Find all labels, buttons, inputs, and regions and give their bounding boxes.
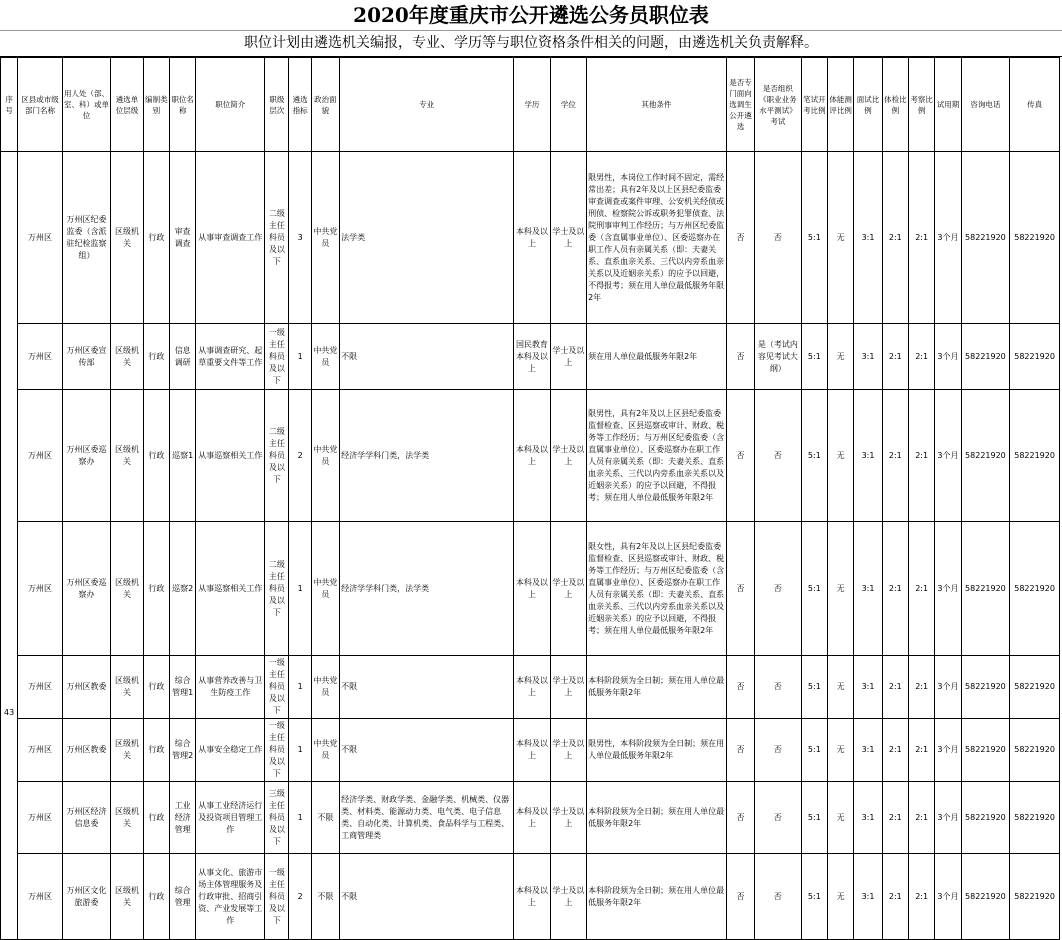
- intro-cell: 从事营养改善与卫生防疫工作: [196, 656, 265, 719]
- interview-ratio-cell: 3:1: [854, 854, 882, 940]
- phone-cell: 58221920: [961, 656, 1010, 719]
- table-row: [1, 656, 1060, 719]
- targeted-cell: 否: [726, 719, 754, 782]
- probation-cell: 3个月: [935, 390, 961, 522]
- test-cell: 否: [755, 782, 802, 854]
- unit-cell: 万州区委巡察办: [62, 390, 111, 522]
- intro-cell: 从事安全稳定工作: [196, 719, 265, 782]
- major-cell: 不限: [340, 656, 514, 719]
- phone-cell: 58221920: [961, 782, 1010, 854]
- level-cell: 区级机关: [111, 782, 143, 854]
- unit-cell: 万州区委宣传部: [62, 324, 111, 390]
- positions-table: [0, 57, 1060, 940]
- position-cell: 巡察2: [170, 522, 196, 656]
- other-conditions-cell: 须在用人单位最低服务年限2年: [587, 324, 727, 390]
- fitness-cell: 无: [828, 390, 854, 522]
- unit-cell: 万州区经济信息委: [62, 782, 111, 854]
- education-cell: 本科及以上: [514, 152, 550, 324]
- written-ratio-cell: 5:1: [801, 152, 827, 324]
- intro-cell: 从事工业经济运行及投资项目管理工作: [196, 782, 265, 854]
- political-cell: 中共党员: [311, 390, 339, 522]
- level-cell: 区级机关: [111, 152, 143, 324]
- degree-cell: 学士及以上: [550, 782, 586, 854]
- phone-cell: 58221920: [961, 854, 1010, 940]
- unit-cell: 万州区教委: [62, 719, 111, 782]
- header-cell: 遴选指标: [289, 58, 311, 152]
- degree-cell: 学士及以上: [550, 324, 586, 390]
- inspect-ratio-cell: 2:1: [908, 152, 934, 324]
- position-cell: 综合管理: [170, 854, 196, 940]
- header-cell: 咨询电话: [961, 58, 1010, 152]
- header-cell: 体能测评比例: [828, 58, 854, 152]
- degree-cell: 学士及以上: [550, 390, 586, 522]
- targeted-cell: 否: [726, 782, 754, 854]
- fitness-cell: 无: [828, 854, 854, 940]
- inspect-ratio-cell: 2:1: [908, 719, 934, 782]
- inspect-ratio-cell: 2:1: [908, 324, 934, 390]
- position-cell: 综合管理2: [170, 719, 196, 782]
- sequence-number-cell: 43: [1, 152, 18, 940]
- header-cell: 面试比例: [854, 58, 882, 152]
- written-ratio-cell: 5:1: [801, 854, 827, 940]
- education-cell: 本科及以上: [514, 522, 550, 656]
- degree-cell: 学士及以上: [550, 656, 586, 719]
- fax-cell: 58221920: [1010, 390, 1060, 522]
- level-cell: 区级机关: [111, 854, 143, 940]
- category-cell: 行政: [143, 324, 169, 390]
- header-cell: 学位: [550, 58, 586, 152]
- fitness-cell: 无: [828, 152, 854, 324]
- education-cell: 本科及以上: [514, 782, 550, 854]
- district-cell: 万州区: [18, 782, 63, 854]
- targeted-cell: 否: [726, 522, 754, 656]
- political-cell: 不限: [311, 854, 339, 940]
- degree-cell: 学士及以上: [550, 522, 586, 656]
- major-cell: 经济学学科门类，法学类: [340, 390, 514, 522]
- test-cell: 否: [755, 522, 802, 656]
- test-cell: 否: [755, 854, 802, 940]
- district-cell: 万州区: [18, 390, 63, 522]
- table-row: [1, 719, 1060, 782]
- political-cell: 中共党员: [311, 324, 339, 390]
- position-cell: 综合管理1: [170, 656, 196, 719]
- quota-cell: 2: [289, 854, 311, 940]
- level-cell: 区级机关: [111, 324, 143, 390]
- fax-cell: 58221920: [1010, 522, 1060, 656]
- quota-cell: 1: [289, 656, 311, 719]
- header-cell: 学历: [514, 58, 550, 152]
- inspect-ratio-cell: 2:1: [908, 656, 934, 719]
- header-cell: 遴选单位层级: [111, 58, 143, 152]
- quota-cell: 3: [289, 152, 311, 324]
- position-cell: 巡察1: [170, 390, 196, 522]
- district-cell: 万州区: [18, 854, 63, 940]
- intro-cell: 从事审查调查工作: [196, 152, 265, 324]
- major-cell: 不限: [340, 324, 514, 390]
- probation-cell: 3个月: [935, 719, 961, 782]
- rank-cell: 一级主任科员及以下: [265, 324, 289, 390]
- interview-ratio-cell: 3:1: [854, 152, 882, 324]
- intro-cell: 从事调查研究、起草重要文件等工作: [196, 324, 265, 390]
- degree-cell: 学士及以上: [550, 719, 586, 782]
- inspect-ratio-cell: 2:1: [908, 854, 934, 940]
- test-cell: 否: [755, 656, 802, 719]
- header-row: [1, 58, 1060, 152]
- probation-cell: 3个月: [935, 152, 961, 324]
- major-cell: 不限: [340, 719, 514, 782]
- header-cell: 编制类别: [143, 58, 169, 152]
- written-ratio-cell: 5:1: [801, 719, 827, 782]
- header-cell: 专业: [340, 58, 514, 152]
- education-cell: 本科及以上: [514, 854, 550, 940]
- probation-cell: 3个月: [935, 656, 961, 719]
- fitness-cell: 无: [828, 782, 854, 854]
- district-cell: 万州区: [18, 324, 63, 390]
- table-row: [1, 152, 1060, 324]
- quota-cell: 1: [289, 719, 311, 782]
- interview-ratio-cell: 3:1: [854, 782, 882, 854]
- rank-cell: 二级主任科员及以下: [265, 390, 289, 522]
- fax-cell: 58221920: [1010, 782, 1060, 854]
- targeted-cell: 否: [726, 152, 754, 324]
- intro-cell: 从事文化、旅游市场主体管理服务及行政审批、招商引资、产业发展等工作: [196, 854, 265, 940]
- quota-cell: 1: [289, 324, 311, 390]
- rank-cell: 三级主任科员及以下: [265, 782, 289, 854]
- quota-cell: 2: [289, 390, 311, 522]
- probation-cell: 3个月: [935, 854, 961, 940]
- phone-cell: 58221920: [961, 390, 1010, 522]
- header-cell: 是否组织《职业业务水平测试》考试: [755, 58, 802, 152]
- level-cell: 区级机关: [111, 719, 143, 782]
- rank-cell: 一级主任科员及以下: [265, 854, 289, 940]
- interview-ratio-cell: 3:1: [854, 719, 882, 782]
- targeted-cell: 否: [726, 854, 754, 940]
- category-cell: 行政: [143, 782, 169, 854]
- other-conditions-cell: 限男性，具有2年及以上区县纪委监委监督检查、区县巡察或审计、财政、税务等工作经历；与万州区纪委监委（含直属事业单位）、区委巡察办在职工作人员有亲属关系（即：夫妻关系、直系血亲关系、三代以内旁系血亲关系以及近姻亲关系）的应予以回避，不得报考；须在用人单位最低服务年限2年: [587, 390, 727, 522]
- written-ratio-cell: 5:1: [801, 656, 827, 719]
- level-cell: 区级机关: [111, 390, 143, 522]
- fax-cell: 58221920: [1010, 152, 1060, 324]
- unit-cell: 万州区教委: [62, 656, 111, 719]
- header-cell: 职位名称: [170, 58, 196, 152]
- fitness-cell: 无: [828, 522, 854, 656]
- table-row: [1, 324, 1060, 390]
- other-conditions-cell: 限男性，本岗位工作时间不固定，需经常出差；具有2年及以上区县纪委监委审查调查或案件审理、公安机关经侦或刑侦、检察院公诉或职务犯罪侦查、法院刑事审判工作经历；与万州区纪委监委（含直属事业单位）、区委巡察办在职工作人员有亲属关系（即：夫妻关系、直系血亲关系、三代以内旁系血亲关系以及近姻亲关系）的应予以回避，不得报考；须在用人单位最低服务年限2年: [587, 152, 727, 324]
- category-cell: 行政: [143, 719, 169, 782]
- inspect-ratio-cell: 2:1: [908, 522, 934, 656]
- major-cell: 不限: [340, 854, 514, 940]
- interview-ratio-cell: 3:1: [854, 324, 882, 390]
- targeted-cell: 否: [726, 324, 754, 390]
- political-cell: 不限: [311, 782, 339, 854]
- written-ratio-cell: 5:1: [801, 324, 827, 390]
- intro-cell: 从事巡察相关工作: [196, 390, 265, 522]
- test-cell: 否: [755, 719, 802, 782]
- written-ratio-cell: 5:1: [801, 782, 827, 854]
- political-cell: 中共党员: [311, 522, 339, 656]
- fax-cell: 58221920: [1010, 656, 1060, 719]
- probation-cell: 3个月: [935, 782, 961, 854]
- education-cell: 本科及以上: [514, 390, 550, 522]
- medical-ratio-cell: 2:1: [882, 854, 908, 940]
- major-cell: 经济学学科门类，法学类: [340, 522, 514, 656]
- level-cell: 区级机关: [111, 522, 143, 656]
- interview-ratio-cell: 3:1: [854, 522, 882, 656]
- test-cell: 否: [755, 390, 802, 522]
- header-cell: 用人处（部、室、科）或单位: [62, 58, 111, 152]
- degree-cell: 学士及以上: [550, 152, 586, 324]
- fitness-cell: 无: [828, 719, 854, 782]
- probation-cell: 3个月: [935, 522, 961, 656]
- quota-cell: 1: [289, 522, 311, 656]
- header-cell: 区县或市级部门名称: [18, 58, 63, 152]
- political-cell: 中共党员: [311, 719, 339, 782]
- political-cell: 中共党员: [311, 152, 339, 324]
- level-cell: 区级机关: [111, 656, 143, 719]
- degree-cell: 学士及以上: [550, 854, 586, 940]
- targeted-cell: 否: [726, 656, 754, 719]
- district-cell: 万州区: [18, 656, 63, 719]
- category-cell: 行政: [143, 152, 169, 324]
- unit-cell: 万州区文化旅游委: [62, 854, 111, 940]
- rank-cell: 二级主任科员及以下: [265, 522, 289, 656]
- category-cell: 行政: [143, 390, 169, 522]
- interview-ratio-cell: 3:1: [854, 656, 882, 719]
- position-cell: 信息调研: [170, 324, 196, 390]
- unit-cell: 万州区委巡察办: [62, 522, 111, 656]
- written-ratio-cell: 5:1: [801, 522, 827, 656]
- intro-cell: 从事巡察相关工作: [196, 522, 265, 656]
- table-row: [1, 390, 1060, 522]
- fax-cell: 58221920: [1010, 324, 1060, 390]
- rank-cell: 一级主任科员及以下: [265, 719, 289, 782]
- header-cell: 考察比例: [908, 58, 934, 152]
- phone-cell: 58221920: [961, 522, 1010, 656]
- test-cell: 否: [755, 152, 802, 324]
- category-cell: 行政: [143, 522, 169, 656]
- position-cell: 工业经济管理: [170, 782, 196, 854]
- unit-cell: 万州区纪委监委（含派驻纪检监察组）: [62, 152, 111, 324]
- header-cell: 序号: [1, 58, 18, 152]
- rank-cell: 二级主任科员及以下: [265, 152, 289, 324]
- rank-cell: 一级主任科员及以下: [265, 656, 289, 719]
- inspect-ratio-cell: 2:1: [908, 390, 934, 522]
- fax-cell: 58221920: [1010, 854, 1060, 940]
- phone-cell: 58221920: [961, 152, 1010, 324]
- district-cell: 万州区: [18, 152, 63, 324]
- medical-ratio-cell: 2:1: [882, 656, 908, 719]
- medical-ratio-cell: 2:1: [882, 152, 908, 324]
- header-cell: 政治面貌: [311, 58, 339, 152]
- quota-cell: 1: [289, 782, 311, 854]
- table-row: [1, 854, 1060, 940]
- interview-ratio-cell: 3:1: [854, 390, 882, 522]
- other-conditions-cell: 限男性，本科阶段须为全日制；须在用人单位最低服务年限2年: [587, 719, 727, 782]
- category-cell: 行政: [143, 656, 169, 719]
- district-cell: 万州区: [18, 719, 63, 782]
- targeted-cell: 否: [726, 390, 754, 522]
- political-cell: 中共党员: [311, 656, 339, 719]
- district-cell: 万州区: [18, 522, 63, 656]
- inspect-ratio-cell: 2:1: [908, 782, 934, 854]
- major-cell: 经济学类、财政学类、金融学类、机械类、仪器类、材料类、能源动力类、电气类、电子信息类、自动化类、计算机类、食品科学与工程类、工商管理类: [340, 782, 514, 854]
- header-cell: 试用期: [935, 58, 961, 152]
- phone-cell: 58221920: [961, 719, 1010, 782]
- phone-cell: 58221920: [961, 324, 1010, 390]
- header-cell: 是否专门面向选调生公开遴选: [726, 58, 754, 152]
- page-title: 2020年度重庆市公开遴选公务员职位表: [0, 0, 1062, 31]
- category-cell: 行政: [143, 854, 169, 940]
- header-cell: 传真: [1010, 58, 1060, 152]
- major-cell: 法学类: [340, 152, 514, 324]
- header-cell: 职位简介: [196, 58, 265, 152]
- other-conditions-cell: 本科阶段须为全日制；须在用人单位最低服务年限2年: [587, 854, 727, 940]
- medical-ratio-cell: 2:1: [882, 719, 908, 782]
- probation-cell: 3个月: [935, 324, 961, 390]
- table-row: [1, 782, 1060, 854]
- written-ratio-cell: 5:1: [801, 390, 827, 522]
- position-cell: 审查调查: [170, 152, 196, 324]
- header-cell: 职级层次: [265, 58, 289, 152]
- education-cell: 本科及以上: [514, 719, 550, 782]
- education-cell: 国民教育本科及以上: [514, 324, 550, 390]
- header-cell: 体检比例: [882, 58, 908, 152]
- other-conditions-cell: 限女性，具有2年及以上区县纪委监委监督检查、区县巡察或审计、财政、税务等工作经历；与万州区纪委监委（含直属事业单位）、区委巡察办在职工作人员有亲属关系（即：夫妻关系、直系血亲关系、三代以内旁系血亲关系以及近姻亲关系）的应予以回避，不得报考；须在用人单位最低服务年限2年: [587, 522, 727, 656]
- page-subtitle: 职位计划由遴选机关编报，专业、学历等与职位资格条件相关的问题，由遴选机关负责解释。: [0, 31, 1062, 57]
- other-conditions-cell: 本科阶段须为全日制；须在用人单位最低服务年限2年: [587, 656, 727, 719]
- header-cell: 其他条件: [587, 58, 727, 152]
- other-conditions-cell: 本科阶段须为全日制；须在用人单位最低服务年限2年: [587, 782, 727, 854]
- medical-ratio-cell: 2:1: [882, 522, 908, 656]
- header-cell: 笔试开考比例: [801, 58, 827, 152]
- test-cell: 是（考试内容见考试大纲）: [755, 324, 802, 390]
- fitness-cell: 无: [828, 324, 854, 390]
- fitness-cell: 无: [828, 656, 854, 719]
- medical-ratio-cell: 2:1: [882, 782, 908, 854]
- medical-ratio-cell: 2:1: [882, 324, 908, 390]
- education-cell: 本科及以上: [514, 656, 550, 719]
- fax-cell: 58221920: [1010, 719, 1060, 782]
- table-row: [1, 522, 1060, 656]
- medical-ratio-cell: 2:1: [882, 390, 908, 522]
